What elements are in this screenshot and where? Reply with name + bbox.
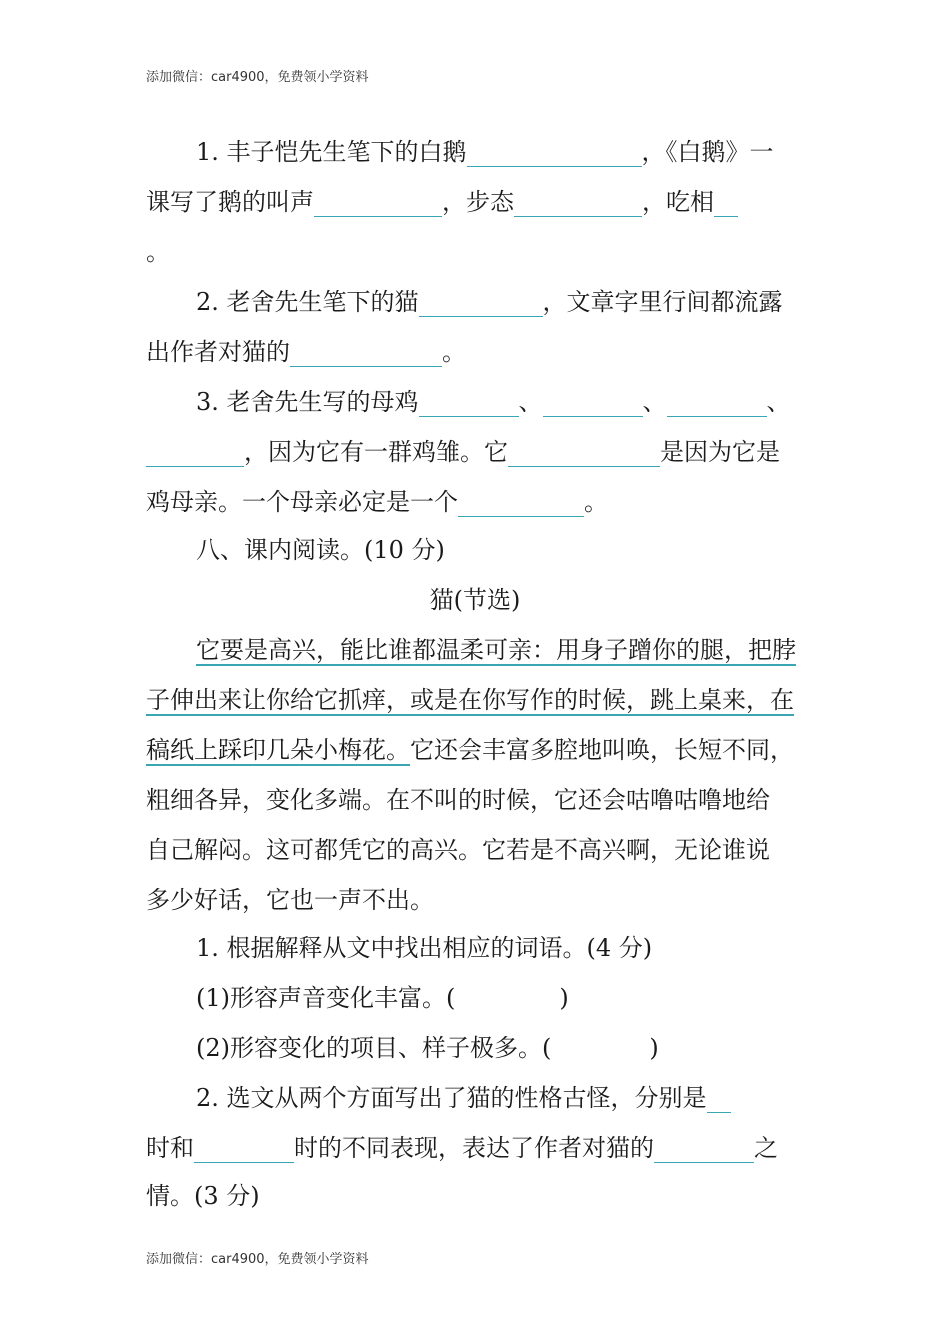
question-3-line-3: 鸡母亲。一个母亲必定是一个 。 bbox=[146, 488, 608, 516]
passage-line-4: 粗细各异，变化多端。在不叫的时候，它还会咕噜咕噜地给 bbox=[146, 786, 770, 814]
answer-blank[interactable] bbox=[458, 490, 584, 517]
question-3-line-2: ，因为它有一群鸡雏。它 是因为它是 bbox=[146, 437, 780, 467]
answer-blank[interactable] bbox=[714, 190, 738, 217]
passage-line-1: 它要是高兴，能比谁都温柔可亲：用身子蹭你的腿，把脖 bbox=[196, 636, 796, 664]
answer-blank[interactable] bbox=[514, 190, 642, 217]
answer-blank[interactable] bbox=[455, 986, 559, 1013]
question-1-line-2: 课写了鹅的叫声 ，步态 ，吃相 bbox=[146, 187, 738, 217]
question-2-line-2: 出作者对猫的 。 bbox=[146, 338, 466, 366]
passage-title: 猫(节选) bbox=[429, 586, 521, 614]
answer-blank[interactable] bbox=[667, 390, 767, 417]
answer-blank[interactable] bbox=[314, 190, 442, 217]
answer-blank[interactable] bbox=[419, 290, 543, 317]
page-header-note: 添加微信：car4900，免费领小学资料 bbox=[146, 70, 369, 85]
reading-question-1-2: (2)形容变化的项目、样子极多。( ) bbox=[196, 1034, 659, 1062]
passage-line-3: 稿纸上踩印几朵小梅花。它还会丰富多腔地叫唤，长短不同， bbox=[146, 736, 794, 764]
answer-blank[interactable] bbox=[419, 390, 519, 417]
answer-blank[interactable] bbox=[654, 1136, 754, 1163]
question-3-line-1: 3. 老舍先生写的母鸡 、 、 、 bbox=[196, 388, 791, 416]
question-2-line-1: 2. 老舍先生笔下的猫 ，文章字里行间都流露 bbox=[196, 288, 783, 316]
answer-blank[interactable] bbox=[551, 1036, 649, 1063]
answer-blank[interactable] bbox=[467, 140, 642, 167]
answer-blank[interactable] bbox=[194, 1136, 294, 1163]
answer-blank[interactable] bbox=[146, 440, 244, 467]
answer-blank[interactable] bbox=[543, 390, 643, 417]
page-footer-note: 添加微信：car4900，免费领小学资料 bbox=[146, 1252, 369, 1267]
reading-question-1-1: (1)形容声音变化丰富。( ) bbox=[196, 984, 569, 1012]
question-1-line-1: 1. 丰子恺先生笔下的白鹅 ，《白鹅》一 bbox=[196, 138, 774, 166]
answer-blank[interactable] bbox=[508, 440, 660, 467]
passage-line-5: 自己解闷。这可都凭它的高兴。它若是不高兴啊，无论谁说 bbox=[146, 836, 770, 864]
reading-question-1: 1. 根据解释从文中找出相应的词语。(4 分) bbox=[196, 934, 653, 962]
reading-question-2-line-3: 情。(3 分) bbox=[146, 1182, 260, 1210]
answer-blank[interactable] bbox=[290, 340, 442, 367]
passage-line-6: 多少好话，它也一声不出。 bbox=[146, 886, 434, 914]
passage-line-2: 子伸出来让你给它抓痒，或是在你写作的时候，跳上桌来，在 bbox=[146, 686, 794, 714]
answer-blank[interactable] bbox=[707, 1086, 731, 1113]
reading-question-2-line-1: 2. 选文从两个方面写出了猫的性格古怪，分别是 bbox=[196, 1083, 731, 1113]
section-8-title: 八、课内阅读。(10 分) bbox=[196, 536, 445, 564]
question-1-line-3: 。 bbox=[146, 238, 170, 266]
reading-question-2-line-2: 时和 时的不同表现，表达了作者对猫的 之 bbox=[146, 1134, 778, 1162]
